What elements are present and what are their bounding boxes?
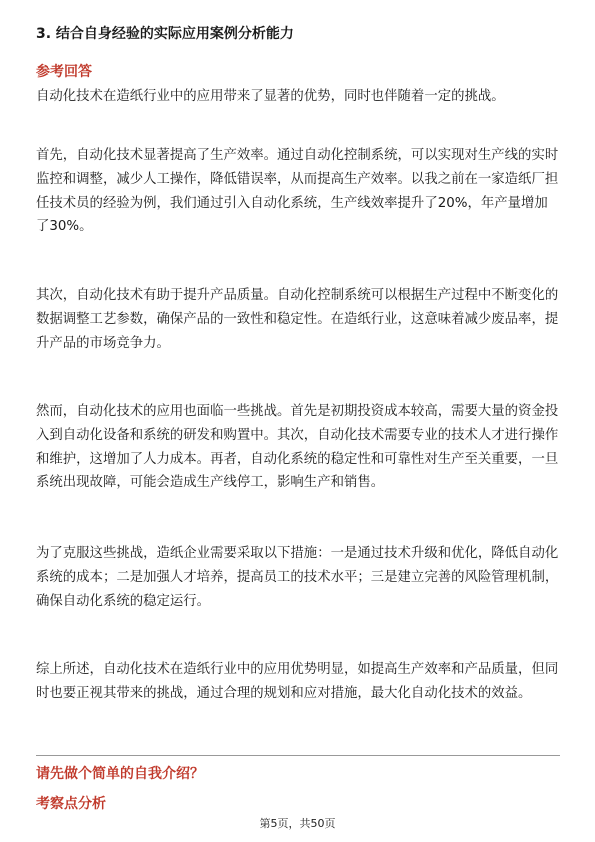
answer-paragraph-summary: 综上所述，自动化技术在造纸行业中的应用优势明显，如提高生产效率和产品质量，但同时也要正视其带来的挑战，通过合理的规划和应对措施，最大化自动化技术的效益。 [36, 662, 559, 701]
answer-paragraph-measures: 为了克服这些挑战，造纸企业需要采取以下措施：一是通过技术升级和优化，降低自动化系统的成本；二是加强人才培养，提高员工的技术水平；三是建立完善的风险管理机制，确保自动化系统的稳定运行。 [36, 546, 559, 609]
reference-answer-label: 参考回答 [36, 64, 92, 80]
answer-paragraph-challenges: 然而，自动化技术的应用也面临一些挑战。首先是初期投资成本较高，需要大量的资金投入到自动化设备和系统的研发和购置中。其次，自动化技术需要专业的技术人才进行操作和维护，这增加了人力成本。再者，自动化系统的稳定性和可靠性对生产至关重要，一旦系统出现故障，可能会造成生产线停工，影响生产和销售。 [36, 404, 559, 491]
answer-paragraph-efficiency: 首先，自动化技术显著提高了生产效率。通过自动化控制系统，可以实现对生产线的实时监控和调整，减少人工操作，降低错误率，从而提高生产效率。以我之前在一家造纸厂担任技术员的经验为例，我们通过引入自动化系统，生产线效率提升了20%，年产量增加了30%。 [36, 148, 559, 235]
next-question-title: 请先做个简单的自我介绍？ [36, 766, 204, 782]
page-footer: 第5页，共50页 [259, 817, 336, 830]
answer-paragraph-intro: 自动化技术在造纸行业中的应用带来了显著的优势，同时也伴随着一定的挑战。 [36, 89, 505, 104]
question-title: 3. 结合自身经验的实际应用案例分析能力 [36, 26, 294, 42]
analysis-section-label: 考察点分析 [36, 796, 106, 812]
section-divider [36, 755, 560, 756]
answer-paragraph-quality: 其次，自动化技术有助于提升产品质量。自动化控制系统可以根据生产过程中不断变化的数据调整工艺参数，确保产品的一致性和稳定性。在造纸行业，这意味着减少废品率，提升产品的市场竞争力。 [36, 288, 559, 351]
